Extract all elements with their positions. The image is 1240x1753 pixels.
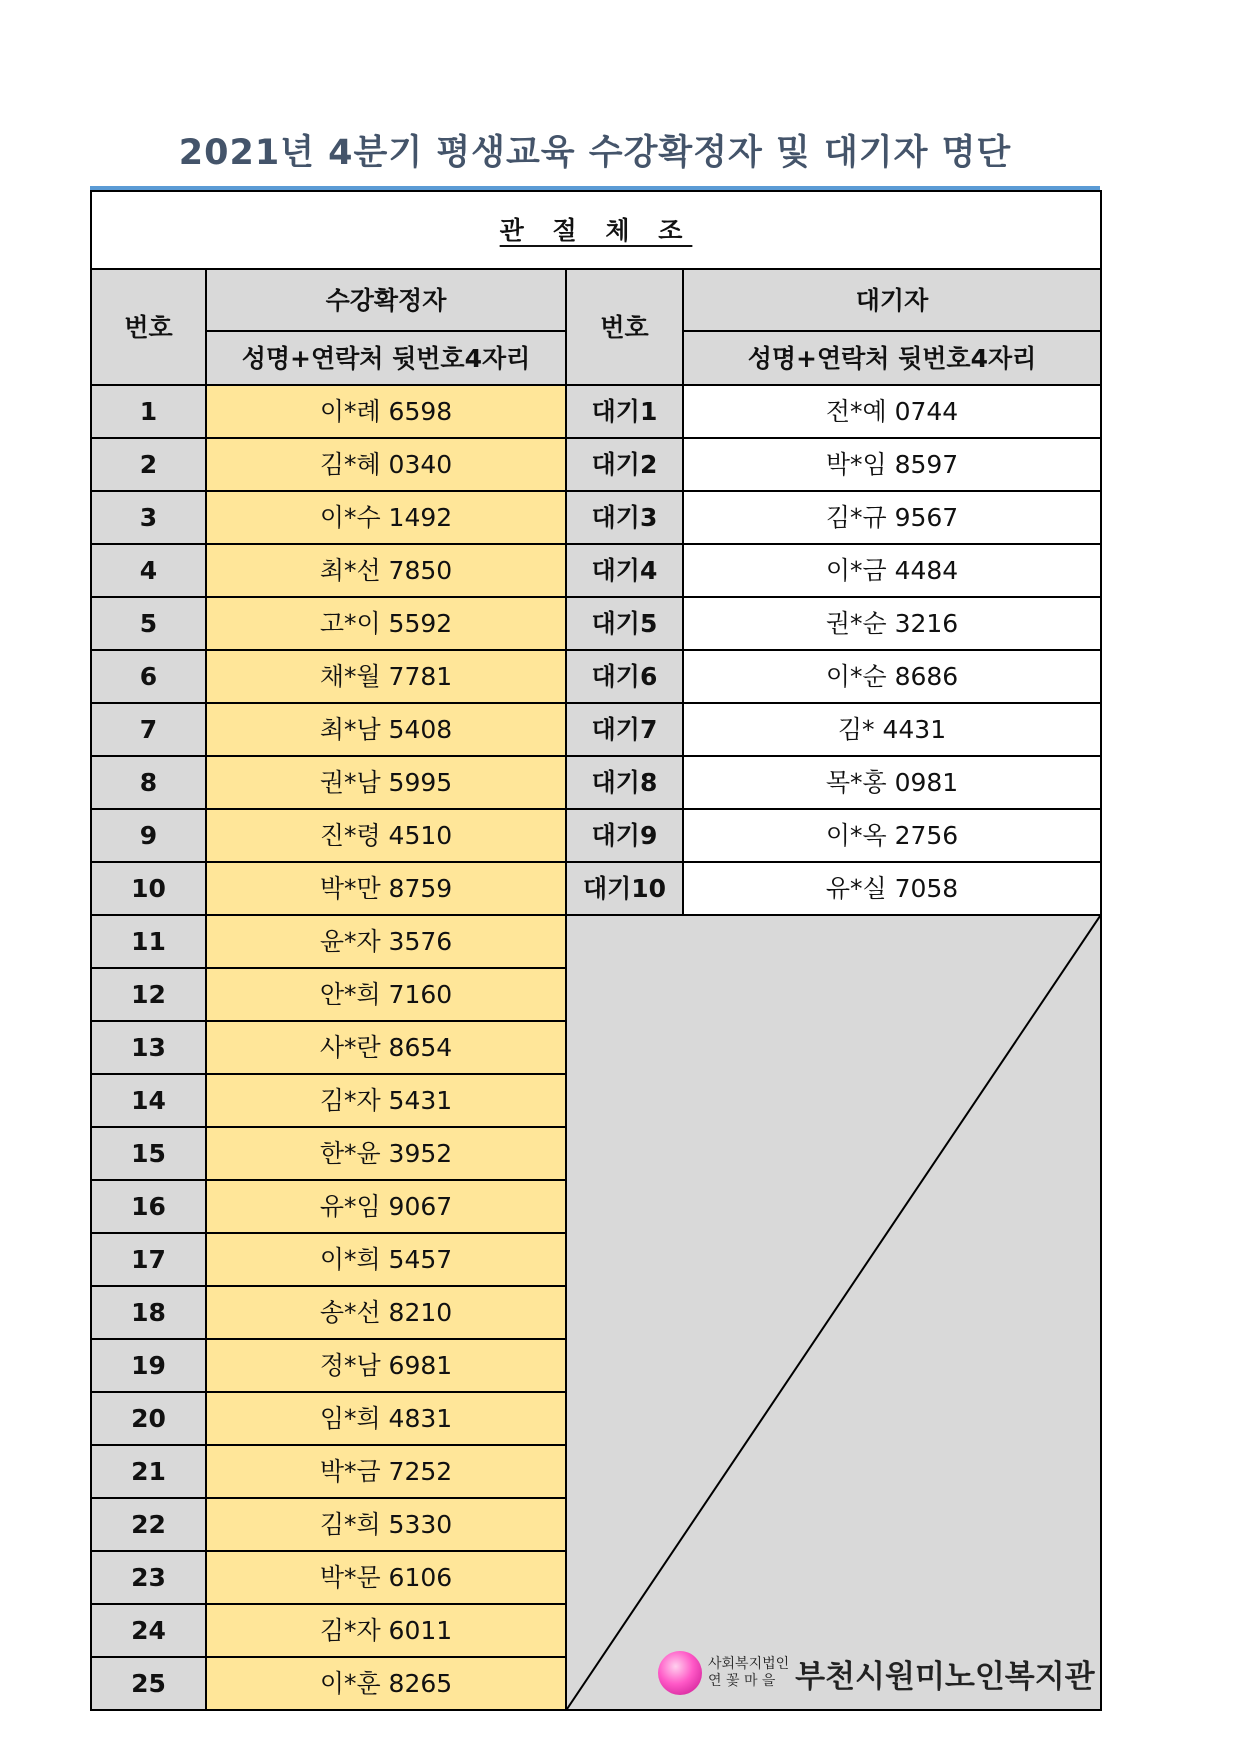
table-row xyxy=(91,544,1101,597)
waitlist-number: 대기7 xyxy=(566,703,683,756)
confirmed-name: 김*자 5431 xyxy=(206,1074,566,1127)
waitlist-name: 권*순 3216 xyxy=(683,597,1101,650)
confirmed-number: 19 xyxy=(91,1339,206,1392)
confirmed-name: 채*월 7781 xyxy=(206,650,566,703)
table-row xyxy=(91,597,1101,650)
confirmed-name: 유*임 9067 xyxy=(206,1180,566,1233)
document-title: 2021년 4분기 평생교육 수강확정자 및 대기자 명단 xyxy=(178,133,1012,173)
confirmed-name: 권*남 5995 xyxy=(206,756,566,809)
logo-line1: 사회복지법인 xyxy=(708,1656,790,1672)
confirmed-number: 3 xyxy=(91,491,206,544)
confirmed-name: 김*자 6011 xyxy=(206,1604,566,1657)
confirmed-number: 23 xyxy=(91,1551,206,1604)
confirmed-subheader: 성명+연락처 뒷번호4자리 xyxy=(206,331,566,385)
confirmed-header: 수강확정자 xyxy=(206,269,566,331)
confirmed-number: 12 xyxy=(91,968,206,1021)
confirmed-name: 이*희 5457 xyxy=(206,1233,566,1286)
waitlist-number: 대기9 xyxy=(566,809,683,862)
confirmed-name: 이*훈 8265 xyxy=(206,1657,566,1710)
confirmed-number: 18 xyxy=(91,1286,206,1339)
confirmed-name: 진*령 4510 xyxy=(206,809,566,862)
confirmed-number: 4 xyxy=(91,544,206,597)
waitlist-header: 대기자 xyxy=(683,269,1101,331)
confirmed-name: 윤*자 3576 xyxy=(206,915,566,968)
waitlist-number: 대기8 xyxy=(566,756,683,809)
table-row xyxy=(91,862,1101,915)
table-row xyxy=(91,438,1101,491)
confirmed-name: 김*희 5330 xyxy=(206,1498,566,1551)
waitlist-subheader: 성명+연락처 뒷번호4자리 xyxy=(683,331,1101,385)
table-row xyxy=(91,915,1101,968)
confirmed-name: 임*희 4831 xyxy=(206,1392,566,1445)
diagonal-line xyxy=(567,916,1100,1709)
confirmed-number: 13 xyxy=(91,1021,206,1074)
confirmed-number: 1 xyxy=(91,385,206,438)
roster-table xyxy=(90,190,1102,1711)
confirmed-number: 7 xyxy=(91,703,206,756)
confirmed-number: 6 xyxy=(91,650,206,703)
empty-waitlist-block xyxy=(566,915,1101,1710)
confirmed-number: 20 xyxy=(91,1392,206,1445)
confirmed-number: 14 xyxy=(91,1074,206,1127)
waitlist-number: 대기1 xyxy=(566,385,683,438)
confirmed-name: 고*이 5592 xyxy=(206,597,566,650)
confirmed-name: 안*희 7160 xyxy=(206,968,566,1021)
waitlist-name: 김*규 9567 xyxy=(683,491,1101,544)
confirmed-name: 한*윤 3952 xyxy=(206,1127,566,1180)
confirmed-number: 8 xyxy=(91,756,206,809)
waitlist-number: 대기6 xyxy=(566,650,683,703)
waitlist-name: 이*옥 2756 xyxy=(683,809,1101,862)
waitlist-number: 대기10 xyxy=(566,862,683,915)
diagonal-strike xyxy=(567,916,1100,1709)
confirmed-number-header: 번호 xyxy=(91,269,206,385)
table-row xyxy=(91,756,1101,809)
confirmed-name: 송*선 8210 xyxy=(206,1286,566,1339)
waitlist-name: 전*예 0744 xyxy=(683,385,1101,438)
confirmed-name: 사*란 8654 xyxy=(206,1021,566,1074)
waitlist-name: 이*순 8686 xyxy=(683,650,1101,703)
confirmed-name: 박*만 8759 xyxy=(206,862,566,915)
waitlist-number: 대기2 xyxy=(566,438,683,491)
waitlist-number-header: 번호 xyxy=(566,269,683,385)
waitlist-number: 대기4 xyxy=(566,544,683,597)
confirmed-name: 이*수 1492 xyxy=(206,491,566,544)
confirmed-number: 5 xyxy=(91,597,206,650)
waitlist-number: 대기3 xyxy=(566,491,683,544)
confirmed-number: 10 xyxy=(91,862,206,915)
organization-logo xyxy=(658,1648,1095,1698)
table-row xyxy=(91,809,1101,862)
confirmed-number: 17 xyxy=(91,1233,206,1286)
logo-line2: 연 꽃 마 을 xyxy=(708,1673,776,1689)
confirmed-name: 최*선 7850 xyxy=(206,544,566,597)
table-row xyxy=(91,385,1101,438)
logo-name: 부천시원미노인복지관 xyxy=(795,1658,1095,1695)
waitlist-name: 김* 4431 xyxy=(683,703,1101,756)
confirmed-number: 11 xyxy=(91,915,206,968)
table-row xyxy=(91,491,1101,544)
waitlist-number: 대기5 xyxy=(566,597,683,650)
roster-body xyxy=(91,385,1101,1710)
confirmed-number: 21 xyxy=(91,1445,206,1498)
waitlist-name: 목*홍 0981 xyxy=(683,756,1101,809)
confirmed-number: 15 xyxy=(91,1127,206,1180)
confirmed-number: 9 xyxy=(91,809,206,862)
confirmed-name: 박*문 6106 xyxy=(206,1551,566,1604)
confirmed-name: 최*남 5408 xyxy=(206,703,566,756)
confirmed-number: 16 xyxy=(91,1180,206,1233)
confirmed-name: 김*혜 0340 xyxy=(206,438,566,491)
table-row xyxy=(91,650,1101,703)
confirmed-number: 25 xyxy=(91,1657,206,1710)
confirmed-number: 2 xyxy=(91,438,206,491)
waitlist-name: 유*실 7058 xyxy=(683,862,1101,915)
waitlist-name: 이*금 4484 xyxy=(683,544,1101,597)
logo-subtitle xyxy=(708,1656,789,1690)
confirmed-name: 박*금 7252 xyxy=(206,1445,566,1498)
lotus-logo-icon xyxy=(658,1651,702,1695)
confirmed-name: 이*례 6598 xyxy=(206,385,566,438)
confirmed-number: 22 xyxy=(91,1498,206,1551)
confirmed-name: 정*남 6981 xyxy=(206,1339,566,1392)
program-title: 관 절 체 조 xyxy=(91,191,1101,269)
confirmed-number: 24 xyxy=(91,1604,206,1657)
waitlist-name: 박*임 8597 xyxy=(683,438,1101,491)
table-row xyxy=(91,703,1101,756)
